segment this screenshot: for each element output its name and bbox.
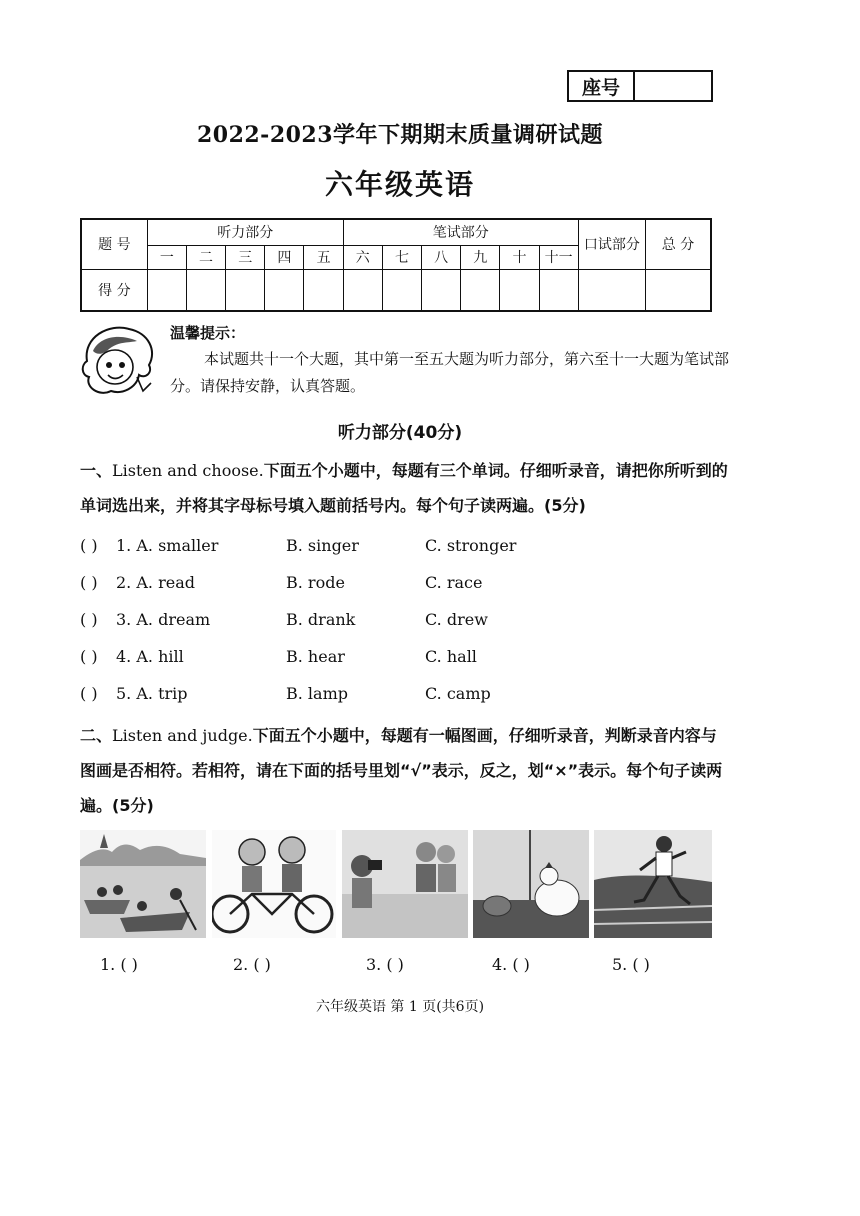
row-label-score: 得 分 bbox=[81, 269, 147, 311]
answer-blank[interactable]: ( ) bbox=[80, 610, 98, 629]
score-table bbox=[80, 218, 712, 312]
page-footer: 六年级英语 第 1 页(共6页) bbox=[315, 999, 485, 1015]
option-b: B. drank bbox=[286, 610, 356, 629]
group-listening: 听力部分 bbox=[147, 219, 343, 245]
option-a: 2. A. read bbox=[116, 573, 195, 592]
score-cell[interactable] bbox=[382, 269, 421, 311]
option-a: 4. A. hill bbox=[116, 647, 184, 666]
listening-section-heading: 听力部分(40分) bbox=[337, 423, 463, 443]
photo-taking-picture bbox=[342, 830, 468, 938]
question-1-text: 下面五个小题中，每题有三个单词。仔细听录音，请把你所听到的单词选出来，并将其字母标号填入题前括号内。每个句子读两遍。(5分) bbox=[80, 461, 728, 515]
question-1-item bbox=[80, 647, 680, 673]
boating-picture bbox=[80, 830, 206, 938]
col-header: 三 bbox=[226, 245, 265, 269]
question-1-instructions bbox=[80, 453, 730, 523]
score-cell[interactable] bbox=[304, 269, 343, 311]
option-a: 5. A. trip bbox=[116, 684, 188, 703]
picture-4-answer[interactable]: 4. ( ) bbox=[492, 955, 530, 974]
answer-blank[interactable]: ( ) bbox=[80, 647, 98, 666]
option-c: C. hall bbox=[425, 647, 477, 666]
picture-2-answer[interactable]: 2. ( ) bbox=[233, 955, 271, 974]
option-c: C. race bbox=[425, 573, 483, 592]
col-header: 七 bbox=[382, 245, 421, 269]
question-1-item bbox=[80, 573, 680, 599]
score-cell[interactable] bbox=[265, 269, 304, 311]
option-b: B. hear bbox=[286, 647, 345, 666]
option-a: 1. A. smaller bbox=[116, 536, 219, 555]
score-cell[interactable] bbox=[461, 269, 500, 311]
score-cell[interactable] bbox=[422, 269, 461, 311]
col-header: 二 bbox=[186, 245, 225, 269]
score-cell[interactable] bbox=[500, 269, 539, 311]
exam-title: 2022-2023学年下期期末质量调研试题 bbox=[196, 122, 604, 148]
question-2-english: Listen and judge. bbox=[112, 726, 253, 745]
tip-text: 本试题共十一个大题，其中第一至五大题为听力部分，第六至十一大题为笔试部分。请保持安静，认真答题。 bbox=[170, 350, 730, 395]
option-c: C. stronger bbox=[425, 536, 517, 555]
col-total: 总 分 bbox=[646, 219, 711, 269]
seat-number-label: 座号 bbox=[569, 72, 635, 100]
score-cell[interactable] bbox=[226, 269, 265, 311]
answer-blank[interactable]: ( ) bbox=[80, 536, 98, 555]
picture-3-answer[interactable]: 3. ( ) bbox=[366, 955, 404, 974]
col-oral: 口试部分 bbox=[578, 219, 645, 269]
score-cell[interactable] bbox=[646, 269, 711, 311]
option-b: B. rode bbox=[286, 573, 345, 592]
question-1-item bbox=[80, 610, 680, 636]
exam-subject: 六年级英语 bbox=[324, 168, 475, 201]
seat-number-blank[interactable] bbox=[635, 72, 711, 100]
picture-5-answer[interactable]: 5. ( ) bbox=[612, 955, 650, 974]
option-c: C. drew bbox=[425, 610, 488, 629]
score-cell[interactable] bbox=[147, 269, 186, 311]
score-cell[interactable] bbox=[578, 269, 645, 311]
option-a: 3. A. dream bbox=[116, 610, 211, 629]
col-header: 八 bbox=[422, 245, 461, 269]
question-1-number: 一、 bbox=[80, 461, 113, 480]
option-b: B. singer bbox=[286, 536, 359, 555]
question-2-number: 二、 bbox=[80, 726, 113, 745]
question-2-text: 下面五个小题中，每题有一幅图画，仔细听录音，判断录音内容与图画是否相符。若相符，请在下面的括号里划“√”表示，反之，划“×”表示。每个句子读两遍。(5分) bbox=[80, 726, 723, 815]
option-b: B. lamp bbox=[286, 684, 348, 703]
col-header: 十 bbox=[500, 245, 539, 269]
question-1-item bbox=[80, 684, 680, 710]
question-2-instructions bbox=[80, 718, 730, 823]
row-label-number: 题 号 bbox=[81, 219, 147, 269]
question-1-english: Listen and choose. bbox=[112, 461, 264, 480]
tandem-bike-picture bbox=[212, 830, 336, 938]
seat-number-box bbox=[567, 70, 713, 102]
option-c: C. camp bbox=[425, 684, 491, 703]
col-header: 五 bbox=[304, 245, 343, 269]
tip-title: 温馨提示： bbox=[170, 324, 246, 342]
hen-and-egg-picture bbox=[473, 830, 589, 938]
answer-blank[interactable]: ( ) bbox=[80, 573, 98, 592]
score-cell[interactable] bbox=[343, 269, 382, 311]
col-header: 九 bbox=[461, 245, 500, 269]
col-header: 十一 bbox=[539, 245, 578, 269]
answer-blank[interactable]: ( ) bbox=[80, 684, 98, 703]
col-header: 一 bbox=[147, 245, 186, 269]
score-cell[interactable] bbox=[186, 269, 225, 311]
col-header: 六 bbox=[343, 245, 382, 269]
group-written: 笔试部分 bbox=[343, 219, 578, 245]
cartoon-girl-icon bbox=[79, 321, 159, 401]
question-1-item bbox=[80, 536, 680, 562]
col-header: 四 bbox=[265, 245, 304, 269]
running-race-picture bbox=[594, 830, 712, 938]
picture-1-answer[interactable]: 1. ( ) bbox=[100, 955, 138, 974]
score-cell[interactable] bbox=[539, 269, 578, 311]
